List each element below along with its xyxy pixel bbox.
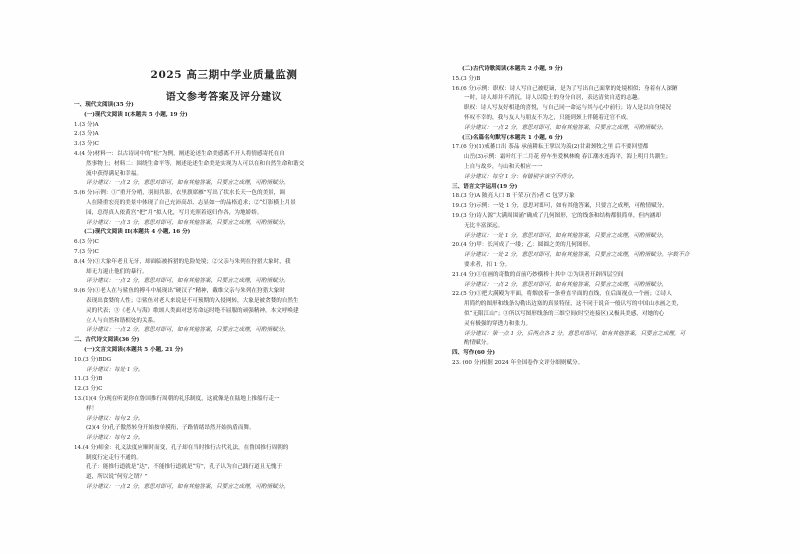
answer-continuation: 用简约的图形和线条勾勒出边塞的真景特征，这不同于说音一般认写的中国山水画之美，	[464, 301, 683, 308]
answer-line: 9.(6 分)①老人在与鲨鱼的搏斗中展现出“硬汉子”精神，戴维父亲与朱列在狩猎大象时	[74, 288, 285, 295]
section-heading: 四、写作(60 分)	[452, 350, 495, 357]
answer-continuation: 然事物上；材料二：围绕生命平等，阐述论述生命美是实现为人可以在和自然生命和谐交	[86, 160, 305, 167]
answer-continuation: 上自与故乡，与山和天相应一一	[464, 163, 543, 170]
answer-continuation: 表现出食婪的人性；②鲨鱼对老人来说是不可预期的入侵网转，大象是被贪婪的自然生	[86, 297, 299, 304]
answer-line: 7.(3 分)C	[74, 248, 99, 255]
answer-continuation: 山岳(3)示例：霜叶红于二月花 停车坐爱枫林晚 春江潮水连海平，海上明月共潮生；	[464, 154, 672, 161]
scoring-note: 评分建议：一点 2 分，意思对即可，如有其他答案，只要言之成理，可酌情赋分。	[86, 278, 289, 285]
right-column-body	[452, 65, 752, 369]
answer-line: 3.(3 分)C	[74, 141, 99, 148]
section-heading: 三、语言文字运用(19 分)	[452, 183, 518, 190]
answer-line: 22.(5 分)①把大满殿为平面，将烟放着一条垂直平面的直线，在后面视点一个画；②诗人	[452, 291, 672, 298]
section-heading: 二、古代诗文阅读(36 分)	[74, 337, 140, 344]
answer-continuation: 园，总得真人依黄宫”把“月”拟人化，写月光照着返归作各，为地娇娇。	[86, 209, 263, 216]
answer-continuation: 灵的代表；③《老人与海》歌颂人类面对恶劣命运时绝不屈服的顽强精神，本文呼唤建	[86, 307, 299, 314]
answer-line: 18.(3 分)A 陂亮人口 B 干荣万(吾)者 C 包罗万象	[452, 193, 575, 200]
answer-line: 8.(4 分)①大象年老且无牙，却面临被拆猎的危险处境；②父亲与朱列在狩猎大象时，我	[74, 258, 291, 265]
left-column	[74, 0, 374, 554]
answer-continuation: 道，所以说“何穷之谓？”	[86, 474, 148, 481]
answer-line: 4.(4 分)材料一：以古诗词中的“松”为例，阐述论述生命美感离不开人将情感寄托在自	[74, 150, 285, 157]
answer-continuation: 人在隆重宏亮的美景中体现了自己充沛高昂、志显如一的品格追求；②“灯影横上月景	[86, 199, 296, 206]
answer-line: 19.(3 分)示例：一处 1 分，意思对即可，如有其他答案，只要言之成理，可酌情赋分。	[452, 203, 668, 210]
scoring-note: 评分建议：一点 3 分，意思对即可，如有其他答案，只要言之成理，可酌情赋分。	[86, 219, 289, 226]
answer-continuation: 一时，诗人却并不消沉，诗人以隐士的身分自居，表达清贫自适的志趣。	[464, 95, 644, 102]
answer-continuation: 孔子：能推行道就是“达”，不能推行道就是“穷”，孔子认为自己践行道且无愧于	[86, 464, 283, 471]
scoring-note: 评分建议：一点 2 分，意思对即可，如有其他答案，只要言之成理，可酌情赋分。	[86, 180, 289, 187]
answer-continuation: 无比丰富深远。	[464, 222, 504, 229]
answer-continuation: (2)(4 分)孔子傲然转身开始按单摸衔，子路情绪昂然开始执盾而舞。	[86, 425, 255, 432]
scoring-note: 评分建议：一点 2 分，意思对即可，如有其他答案，只要言之成理，可酌情赋分。	[464, 124, 667, 131]
scoring-note: 评分建议：一处 1 分，意思对即可，如有其他答案，只要言之成理，可酌情赋分。	[464, 232, 667, 239]
subsection-heading: (一)文言文阅读(本题共 5 小题, 21 分)	[84, 346, 184, 353]
answer-continuation: 灵有极强的穿透力和张力。	[464, 320, 532, 327]
answer-line: 23. (60 分)根据 2024 年全国卷作文评分细则赋分。	[452, 359, 584, 366]
subsection-heading: (一)现代文阅读 I(本题共 5 小题, 19 分)	[84, 111, 188, 118]
scoring-note: 评分建议：一点 2 分，意思对即可，如有其他答案，只要言之成理，可酌情赋分。	[86, 484, 289, 491]
answer-line: 2.(3 分)A	[74, 131, 99, 138]
scoring-note: 评分建议：一处 2 分，意思对即可，如有其他答案，只要言之成理，可酌情赋分。字数不合	[464, 252, 690, 259]
document-title: 2025 高三期中学业质量监测	[150, 69, 298, 81]
answer-line: 5.(6 分)示例：①“重开分哨，羽间共影，衣里旗席雁”写出了状水长天一色的美景，调	[74, 190, 285, 197]
scoring-note: 评分建议：每处 1 分。	[86, 366, 144, 373]
answer-line: 15.(3 分)B	[452, 75, 481, 82]
answer-line: 13.(1)(4 分)现在听说你在鲁国推行周朝的礼乐制度，这就像是在陆地上推船行走一	[74, 395, 280, 402]
answer-line: 14.(4 分)师金：礼义法度应顺时而变，孔子却在当时推行古代礼法，在鲁国推行周朝的	[74, 444, 289, 451]
answer-continuation: 似“无限江山”；③所以写图形线条的三维空间(时空连接区)又极具美感，对她的心	[464, 310, 665, 317]
section-heading: 一、现代文阅读(35 分)	[74, 102, 134, 108]
document-subtitle: 语文参考答案及评分建议	[165, 92, 283, 103]
right-column	[452, 0, 752, 554]
scoring-note: 评分建议：每句 2 分。	[86, 415, 144, 422]
answer-continuation: 职权：诗人写友好相逢的喜悦，与自己同一命运与其与心中前行；诗人是以自身境况	[464, 105, 671, 112]
answer-line: 16.(6 分)示例：职权：诗人写自己被贬谪，是为了写出自己面掌的处境相似；身着有人深陋	[452, 85, 678, 92]
answer-line: 19.(3 分)诗人源“大满周围涌”确成了几何图形，它的线条和结构都很简单，但内涵却	[452, 212, 661, 219]
answer-line: 21.(4 分)①在画的奇数的首前巧妙横桥十其中 ②为读者开辟四层空间	[452, 271, 624, 278]
answer-continuation: 却无力遏止他们的暴行。	[86, 268, 148, 275]
answer-line: 20.(4 分)甲：长河成了一缕；乙：圆圆之美的几何图形。	[452, 242, 594, 249]
answer-line: 17.(6 分)(1)戒蕃口出 茶品 承前耕耘王掌以为羡(2)甘肃颈牧之里 后不要回望都	[452, 144, 649, 151]
answer-continuation: 酌情赋分。	[464, 340, 492, 347]
scoring-note: 评分建议：每句 2 分。	[86, 435, 144, 442]
scoring-note: 评分建议：第一点 1 分，后两点各 2 分，意思对即可，如有其他答案，只要言之成理，可	[464, 330, 686, 337]
scoring-note: 评分建议：一点 2 分，意思对即可，如有其他答案，只要言之成理，可酌情赋分。	[464, 281, 667, 288]
answer-continuation: 要求者，扣 1 分。	[464, 261, 511, 268]
answer-continuation: 怀叹不幸的，我与友人与朋友不为之，只能到颈上伴随着迁官不成。	[464, 114, 632, 121]
answer-line: 10.(3 分)BDG	[74, 356, 112, 363]
subsection-heading: (二)现代文阅读 II(本题共 4 小题, 16 分)	[84, 229, 191, 236]
subsection-heading: (三)名篇名句默写(本题共 1 小题, 6 分)	[462, 134, 563, 141]
answer-continuation: 制度行定走行不通的。	[86, 454, 142, 461]
answer-line: 6.(3 分)C	[74, 239, 99, 246]
answer-continuation: 立人与自然和谐相处的关系。	[86, 317, 159, 324]
subsection-heading: (二)古代诗歌阅读(本题共 2 小题, 9 分)	[462, 66, 563, 72]
answer-line: 1.(3 分)A	[74, 121, 99, 128]
scoring-note: 评分建议：一点 2 分，意思对即可，如有其他答案，只要言之成理，可酌情赋分。	[86, 327, 289, 334]
answer-continuation: 样！	[86, 405, 98, 412]
answer-line: 12.(3 分)C	[74, 386, 103, 393]
scoring-note: 评分建议：每空 1 分：有错别字该空不得分。	[464, 173, 578, 180]
answer-continuation: 流中获得满足和幸福。	[86, 170, 142, 177]
left-column-body	[74, 101, 374, 493]
answer-line: 11.(3 分)B	[74, 376, 103, 383]
